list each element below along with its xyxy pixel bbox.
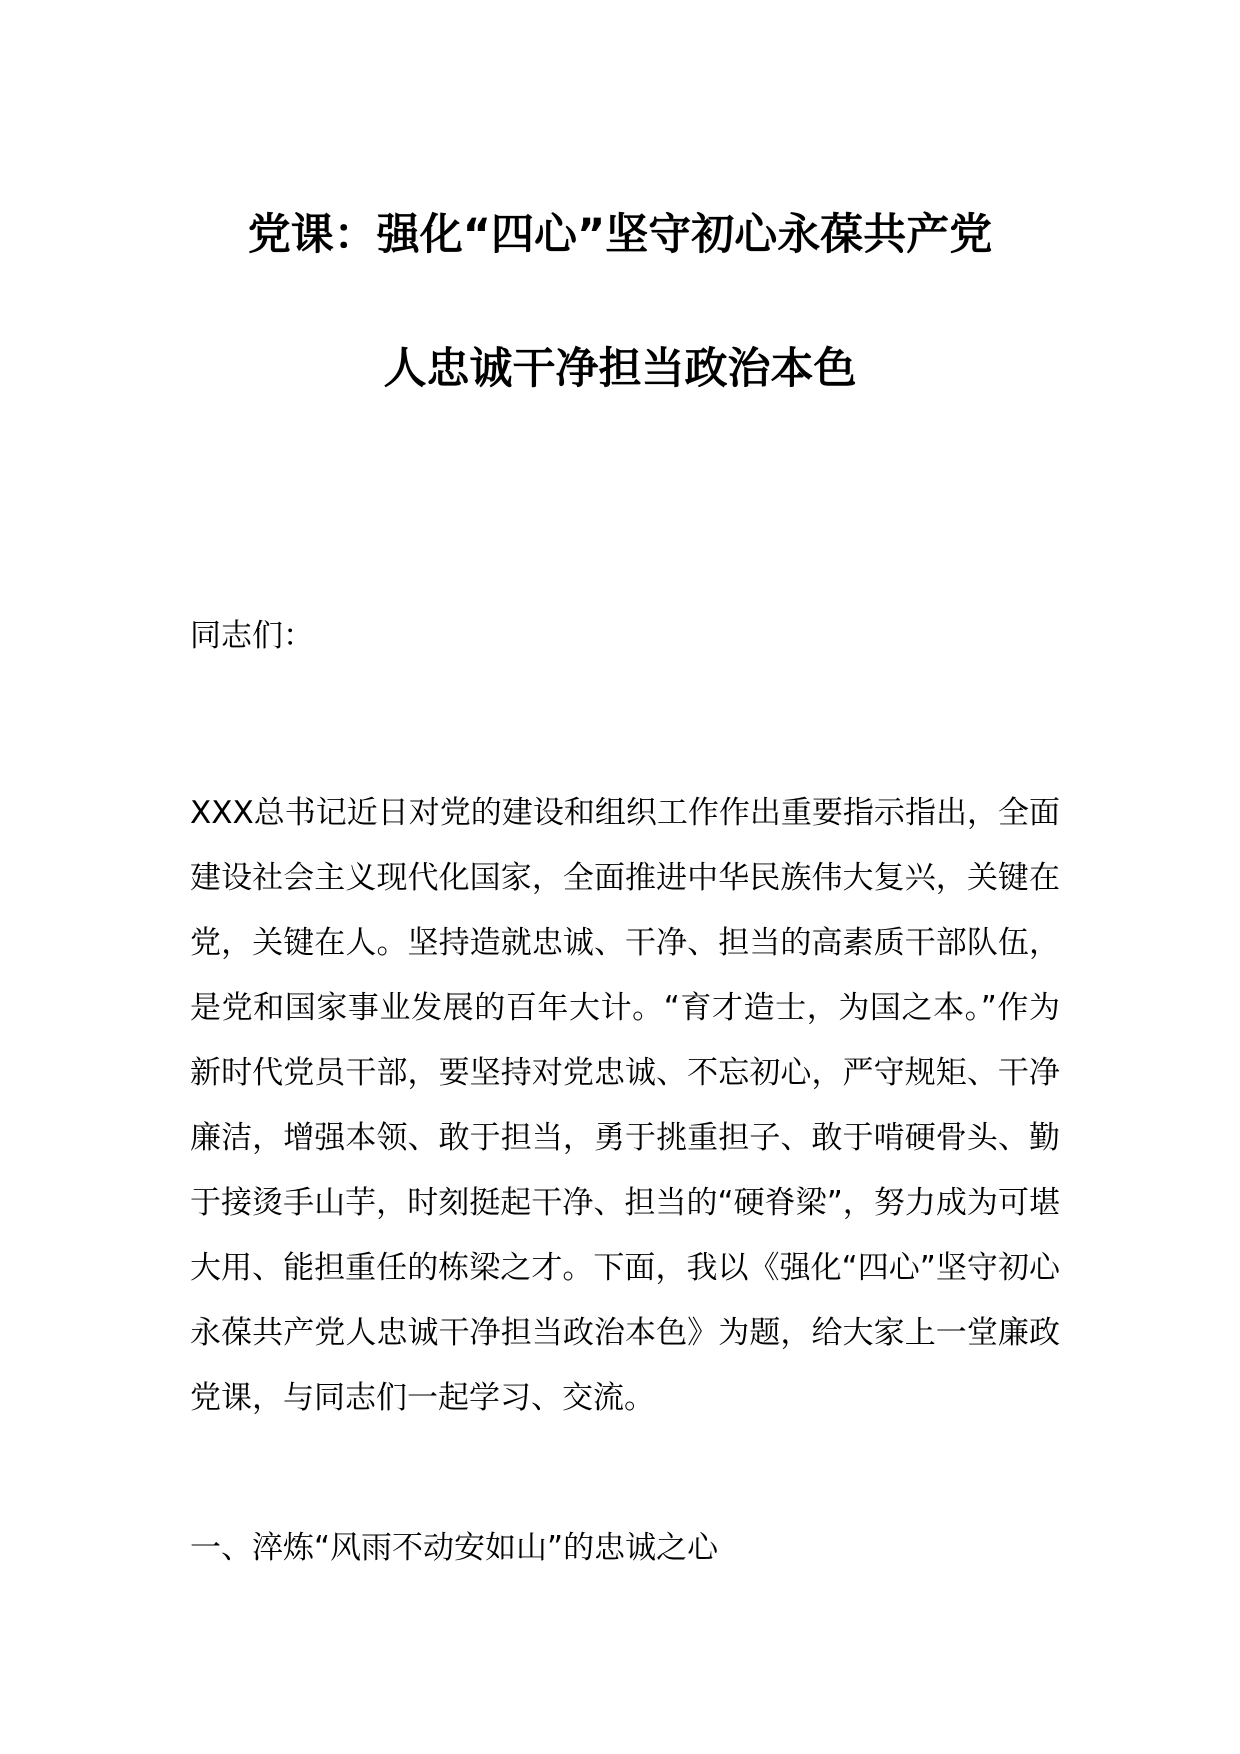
title-line-2: 人忠诚干净担当政治本色 bbox=[383, 344, 857, 394]
title-line-1: 党课：强化“四心”坚守初心永葆共产党 bbox=[247, 210, 993, 260]
section-heading-1: 一、淬炼“风雨不动安如山”的忠诚之心 bbox=[190, 1530, 719, 1566]
salutation: 同志们： bbox=[190, 618, 314, 654]
body-paragraph: XXX总书记近日对党的建设和组织工作作出重要指示指出，全面建设社会主义现代化国家，全面推进中华民族伟大复兴，关键在党，关键在人。坚持造就忠诚、干净、担当的高素质干部队伍，是党和国家事业发展的百年大计。“育才造士，为国之本。”作为新时代党员干部，要坚持对党忠诚、不忘初心，严守规矩、干净廉洁，增强本领、敢于担当，勇于挑重担子、敢于啃硬骨头、勤于接烫手山芋，时刻挺起干净、担当的“硬脊梁”，努力成为可堪大用、能担重任的栋梁之才。下面，我以《强化“四心”坚守初心永葆共产党人忠诚干净担当政治本色》为题，给大家上一堂廉政党课，与同志们一起学习、交流。 bbox=[190, 795, 1060, 1416]
